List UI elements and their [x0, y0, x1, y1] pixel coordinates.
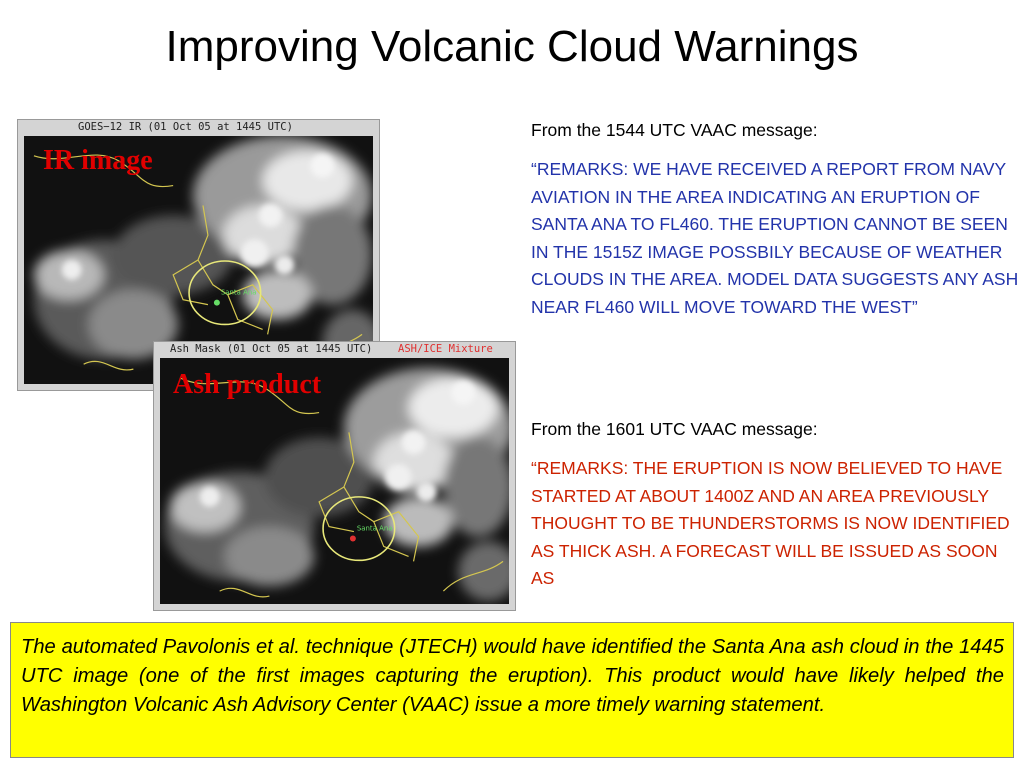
- ir-image-label: IR image: [43, 145, 153, 176]
- ash-product-caption: Ash Mask (01 Oct 05 at 1445 UTC) ASH/ICE Mixture: [170, 343, 493, 355]
- message-2-header: From the 1601 UTC VAAC message:: [531, 419, 818, 439]
- ash-product-label: Ash product: [173, 369, 322, 400]
- ir-image-caption: GOES−12 IR (01 Oct 05 at 1445 UTC): [78, 121, 293, 133]
- ir-volcano-label: Santa Ana: [220, 288, 257, 297]
- ash-legend: ASH/ICE Mixture: [398, 343, 493, 355]
- message-1-body: “REMARKS: WE HAVE RECEIVED A REPORT FROM NAVY AVIATION IN THE AREA INDICATING AN ERUPTION OF SANTA ANA TO FL460. THE ERUPTION CANNOT BE SEEN IN THE 1515Z IMAGE POSSBILY BECAUSE OF WEATHER CLOUDS IN THE AREA. MODEL DATA SUGGESTS ANY ASH NEAR FL460 WILL MOVE TOWARD THE WEST”: [531, 159, 1019, 317]
- message-1-header: From the 1544 UTC VAAC message:: [531, 120, 818, 140]
- ash-volcano-label: Santa Ana: [356, 524, 393, 533]
- conclusion-note: The automated Pavolonis et al. technique (JTECH) would have identified the Santa Ana ash cloud in the 1445 UTC image (one of the first images capturing the eruption). This product would have likely helped the Washington Volcanic Ash Advisory Center (VAAC) issue a more timely warning statement.: [10, 622, 1014, 758]
- slide-title: Improving Volcanic Cloud Warnings: [165, 22, 859, 71]
- message-2-body: “REMARKS: THE ERUPTION IS NOW BELIEVED TO HAVE STARTED AT ABOUT 1400Z AND AN AREA PREVIOUSLY THOUGHT TO BE THUNDERSTORMS IS NOW IDENTIFIED AS THICK ASH. A FORECAST WILL BE ISSUED AS SOON AS: [531, 458, 1010, 588]
